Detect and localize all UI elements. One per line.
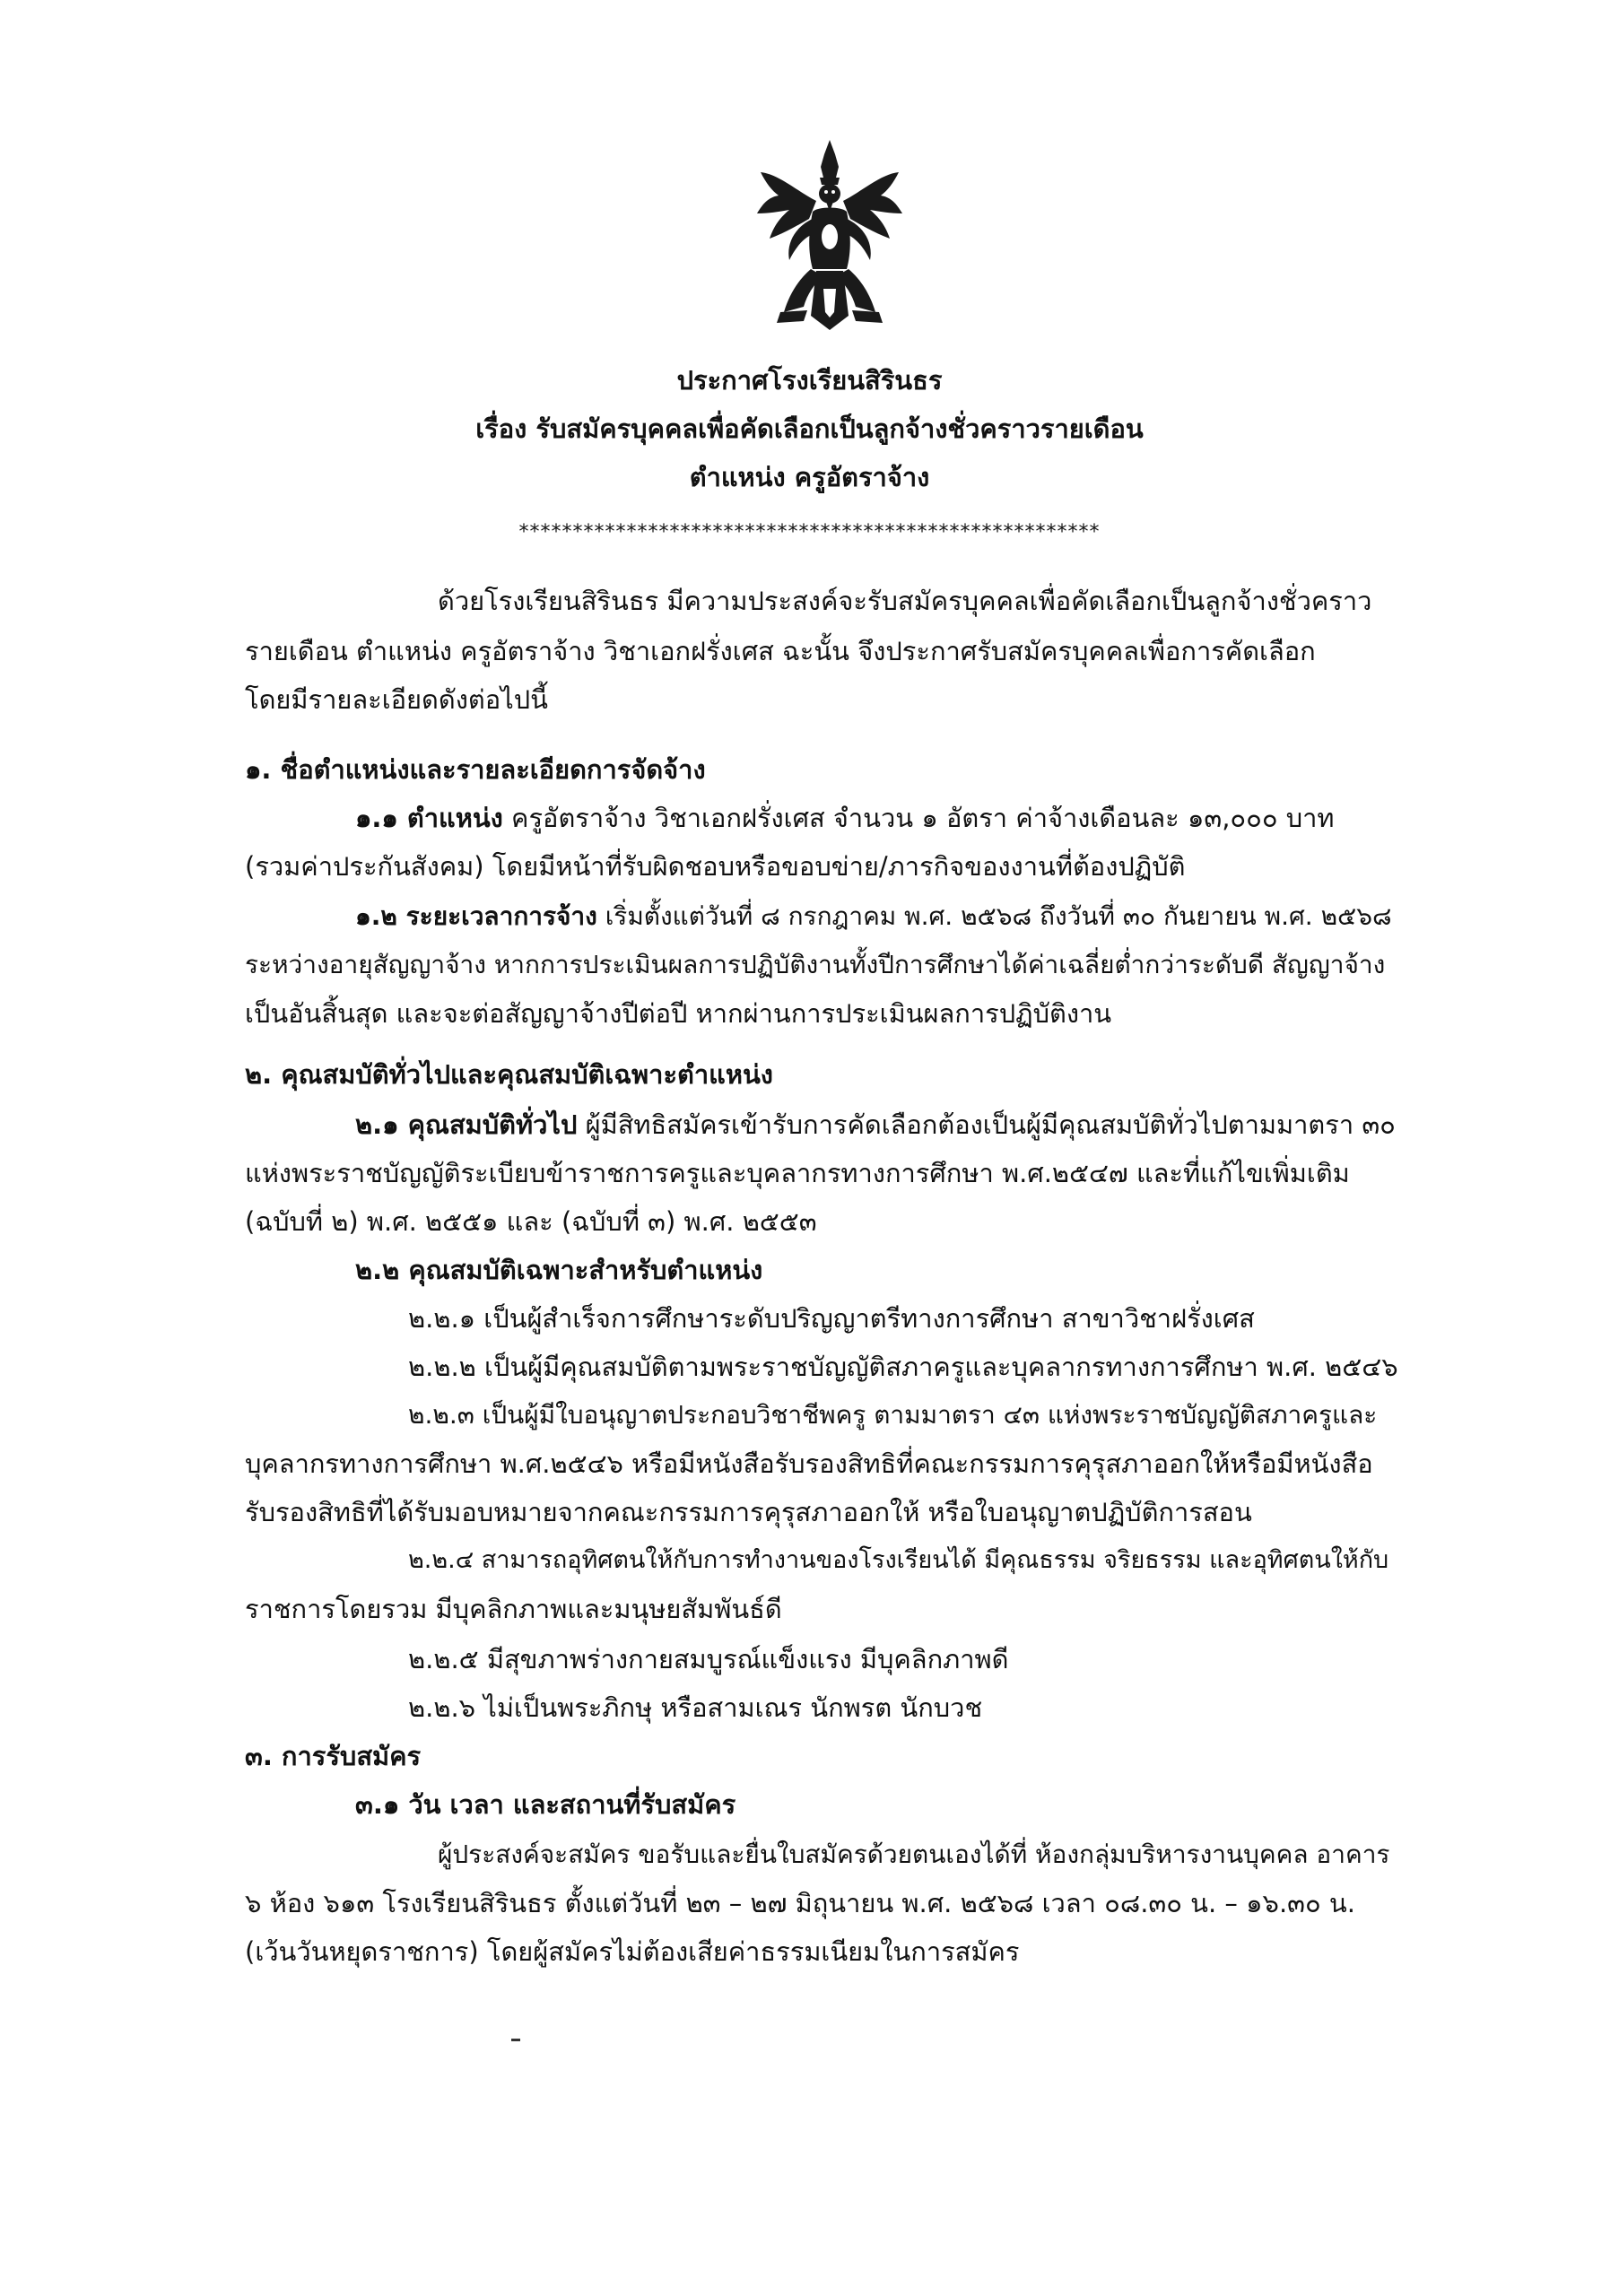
announcement-subject: เรื่อง รับสมัครบุคคลเพื่อคัดเลือกเป็นลูกจ้างชั่วคราวรายเดือน <box>475 413 1144 444</box>
item-text: เริ่มตั้งแต่วันที่ ๘ กรกฎาคม พ.ศ. ๒๕๖๘ ถึงวันที่ ๓๐ กันยายน พ.ศ. ๒๕๖๘ <box>596 901 1392 931</box>
item-continuation: แห่งพระราชบัญญัติระเบียบข้าราชการครูและบุคลากรทางการศึกษา พ.ศ.๒๕๔๗ และที่แก้ไขเพิ่มเติม <box>245 1158 1350 1188</box>
asterisk-divider: ****************************************************** <box>518 521 1101 544</box>
item-continuation: ราชการโดยรวม มีบุคลิกภาพและมนุษยสัมพันธ์ดี <box>245 1594 782 1624</box>
qualification-item: ๒.๒.๒ เป็นผู้มีคุณสมบัติตามพระราชบัญญัติสภาครูและบุคลากรทางการศึกษา พ.ศ. ๒๕๔๖ <box>408 1352 1398 1382</box>
item-continuation: (ฉบับที่ ๒) พ.ศ. ๒๕๕๑ และ (ฉบับที่ ๓) พ.ศ. ๒๕๕๓ <box>245 1206 817 1237</box>
qualification-item: ๒.๒.๑ เป็นผู้สำเร็จการศึกษาระดับปริญญาตรีทางการศึกษา สาขาวิชาฝรั่งเศส <box>408 1303 1255 1334</box>
garuda-emblem-icon <box>753 136 906 338</box>
subsection-heading: ๒.๒ คุณสมบัติเฉพาะสำหรับตำแหน่ง <box>355 1255 763 1285</box>
paragraph-line: (เว้นวันหยุดราชการ) โดยผู้สมัครไม่ต้องเสียค่าธรรมเนียมในการสมัคร <box>245 1936 1020 1967</box>
item-continuation: รับรองสิทธิที่ได้รับมอบหมายจากคณะกรรมการคุรุสภาออกให้ หรือใบอนุญาตปฏิบัติการสอน <box>245 1497 1252 1527</box>
item-text: ครูอัตราจ้าง วิชาเอกฝรั่งเศส จำนวน ๑ อัตรา ค่าจ้างเดือนละ ๑๓,๐๐๐ บาท <box>502 803 1335 833</box>
paragraph-line: ผู้ประสงค์จะสมัคร ขอรับและยื่นใบสมัครด้วยตนเองได้ที่ ห้องกลุ่มบริหารงานบุคคล อาคาร <box>438 1839 1390 1869</box>
qualification-item: ๒.๒.๕ มีสุขภาพร่างกายสมบูรณ์แข็งแรง มีบุคลิกภาพดี <box>408 1644 1009 1674</box>
item-text: ผู้มีสิทธิสมัครเข้ารับการคัดเลือกต้องเป็นผู้มีคุณสมบัติทั่วไปตามมาตรา ๓๐ <box>577 1109 1396 1140</box>
qualification-item: ๒.๒.๔ สามารถอุทิศตนให้กับการทำงานของโรงเรียนได้ มีคุณธรรม จริยธรรม และอุทิศตนให้กับ <box>408 1546 1389 1574</box>
announcement-title: ประกาศโรงเรียนสิรินธร <box>676 365 943 396</box>
intro-line: ด้วยโรงเรียนสิรินธร มีความประสงค์จะรับสมัครบุคคลเพื่อคัดเลือกเป็นลูกจ้างชั่วคราว <box>438 586 1372 616</box>
item-label: ๑.๒ ระยะเวลาการจ้าง <box>355 901 597 931</box>
subsection-heading: ๓.๑ วัน เวลา และสถานที่รับสมัคร <box>355 1789 736 1820</box>
section-heading: ๑. ชื่อตำแหน่งและรายละเอียดการจัดจ้าง <box>245 754 706 785</box>
section-item <box>355 1107 1396 1143</box>
section-item <box>355 899 1392 935</box>
item-continuation: ระหว่างอายุสัญญาจ้าง หากการประเมินผลการปฏิบัติงานทั้งปีการศึกษาได้ค่าเฉลี่ยต่ำกว่าระดับดี สัญญาจ้าง <box>245 950 1386 979</box>
qualification-item: ๒.๒.๓ เป็นผู้มีใบอนุญาตประกอบวิชาชีพครู ตามมาตรา ๔๓ แห่งพระราชบัญญัติสภาครูและ <box>408 1400 1378 1430</box>
announcement-position: ตำแหน่ง ครูอัตราจ้าง <box>689 462 930 492</box>
section-heading: ๒. คุณสมบัติทั่วไปและคุณสมบัติเฉพาะตำแหน่ง <box>245 1059 773 1090</box>
intro-line: โดยมีรายละเอียดดังต่อไปนี้ <box>245 684 548 715</box>
item-label: ๑.๑ ตำแหน่ง <box>355 803 503 833</box>
item-label: ๒.๑ คุณสมบัติทั่วไป <box>355 1109 578 1140</box>
item-continuation: บุคลากรทางการศึกษา พ.ศ.๒๕๔๖ หรือมีหนังสือรับรองสิทธิที่คณะกรรมการคุรุสภาออกให้หรือมีหนังสือ <box>245 1448 1373 1479</box>
qualification-item: ๒.๒.๖ ไม่เป็นพระภิกษุ หรือสามเณร นักพรต นักบวช <box>408 1692 983 1723</box>
item-continuation: (รวมค่าประกันสังคม) โดยมีหน้าที่รับผิดชอบหรือขอบข่าย/ภารกิจของงานที่ต้องปฏิบัติ <box>245 851 1186 882</box>
intro-line: รายเดือน ตำแหน่ง ครูอัตราจ้าง วิชาเอกฝรั่งเศส ฉะนั้น จึงประกาศรับสมัครบุคคลเพื่อการคัดเลือก <box>245 636 1316 666</box>
scan-mark <box>511 2039 520 2041</box>
section-item <box>355 800 1335 836</box>
paragraph-line: ๖ ห้อง ๖๑๓ โรงเรียนสิรินธร ตั้งแต่วันที่ ๒๓ – ๒๗ มิถุนายน พ.ศ. ๒๕๖๘ เวลา ๐๘.๓๐ น. – ๑๖.๓๐ น. <box>245 1888 1355 1918</box>
section-heading: ๓. การรับสมัคร <box>245 1741 422 1771</box>
item-continuation: เป็นอันสิ้นสุด และจะต่อสัญญาจ้างปีต่อปี หากผ่านการประเมินผลการปฏิบัติงาน <box>245 998 1112 1029</box>
